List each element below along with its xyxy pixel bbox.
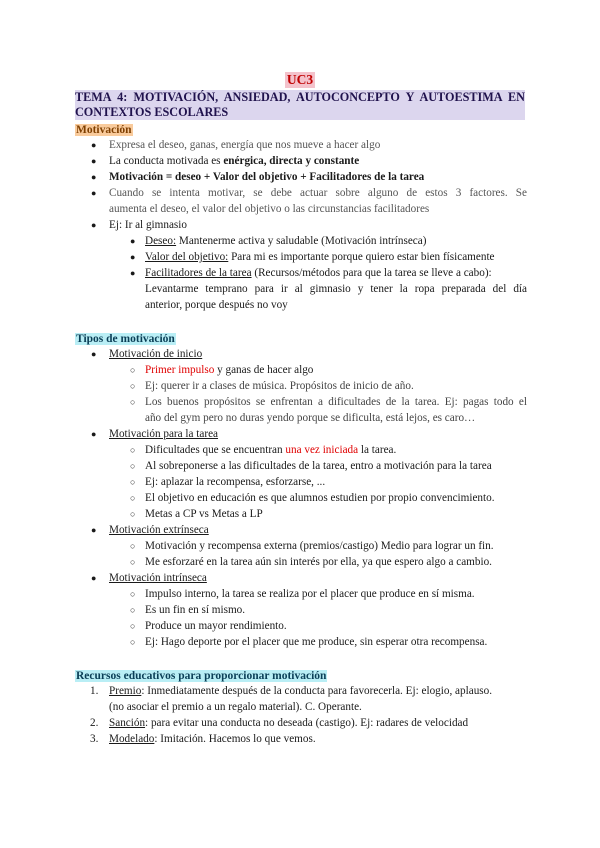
hollow-bullet-icon: ○: [130, 381, 136, 391]
sub-item: Ej: Hago deporte por el placer que me produce, sin esperar otra recompensa.: [145, 636, 488, 648]
section-heading-tipos: Tipos de motivación: [76, 333, 175, 345]
sub-item-continuation: anterior, porque después no voy: [145, 299, 288, 311]
list-item-continuation: aumenta el deseo, el valor del objetivo o las circunstancias facilitadores: [109, 203, 430, 215]
sub-item-facilitadores: Facilitadores de la tarea (Recursos/métodos para que la tarea se lleve a cabo):: [145, 267, 492, 279]
sub-item: El objetivo en educación es que alumnos estudien por propio convencimiento.: [145, 492, 495, 504]
resource-item-continuation: (no asociar el premio a un regalo material). C. Operante.: [109, 701, 362, 713]
topic-title: TEMA 4: MOTIVACIÓN, ANSIEDAD, AUTOCONCEPTO Y AUTOESTIMA EN CONTEXTOS ESCOLARES: [75, 90, 525, 119]
sub-item-deseo: Deseo: Mantenerme activa y saludable (Motivación intrínseca): [145, 235, 427, 247]
resource-item-sancion: Sanción: para evitar una conducta no deseada (castigo). Ej: radares de velocidad: [109, 717, 469, 729]
sub-item: Ej: aplazar la recompensa, esforzarse, ...: [145, 476, 326, 488]
bullet-icon: ●: [130, 236, 136, 246]
bullet-icon: ●: [130, 268, 136, 278]
sub-item-continuation: Levantarme temprano para ir al gimnasio y tener la ropa preparada del día: [145, 283, 527, 295]
sub-item: Metas a CP vs Metas a LP: [145, 508, 263, 520]
list-number: 2.: [90, 717, 99, 729]
sub-item: Me esforzaré en la tarea aún sin interés por ella, ya que espero algo a cambio.: [145, 556, 492, 568]
hollow-bullet-icon: ○: [130, 445, 136, 455]
type-intrinseca: Motivación intrínseca: [109, 572, 207, 584]
hollow-bullet-icon: ○: [130, 621, 136, 631]
hollow-bullet-icon: ○: [130, 397, 136, 407]
sub-item: Motivación y recompensa externa (premios/castigo) Medio para lograr un fin.: [145, 540, 494, 552]
hollow-bullet-icon: ○: [130, 509, 136, 519]
motivation-formula: Motivación = deseo + Valor del objetivo + Facilitadores de la tarea: [109, 171, 425, 183]
section-heading-recursos: Recursos educativos para proporcionar motivación: [76, 670, 327, 682]
hollow-bullet-icon: ○: [130, 461, 136, 471]
resource-item-premio: Premio: Inmediatamente después de la conducta para favorecerla. Ej: elogio, aplauso.: [109, 685, 493, 697]
bullet-icon: ●: [91, 156, 97, 166]
type-inicio: Motivación de inicio: [109, 348, 203, 360]
list-number: 1.: [90, 685, 99, 697]
hollow-bullet-icon: ○: [130, 477, 136, 487]
sub-item: Ej: querer ir a clases de música. Propósitos de inicio de año.: [145, 380, 414, 392]
sub-item: Primer impulso y ganas de hacer algo: [145, 364, 314, 376]
bullet-icon: ●: [91, 525, 97, 535]
hollow-bullet-icon: ○: [130, 637, 136, 647]
hollow-bullet-icon: ○: [130, 557, 136, 567]
sub-item: Al sobreponerse a las dificultades de la tarea, entro a motivación para la tarea: [145, 460, 492, 472]
list-item: La conducta motivada es enérgica, directa y constante: [109, 155, 360, 167]
sub-item: Produce un mayor rendimiento.: [145, 620, 287, 632]
bullet-icon: ●: [130, 252, 136, 262]
hollow-bullet-icon: ○: [130, 541, 136, 551]
hollow-bullet-icon: ○: [130, 365, 136, 375]
bullet-icon: ●: [91, 349, 97, 359]
bullet-icon: ●: [91, 140, 97, 150]
bullet-icon: ●: [91, 220, 97, 230]
type-tarea: Motivación para la tarea: [109, 428, 219, 440]
sub-item-continuation: año del gym pero no duras yendo porque se dificulta, está lejos, es caro…: [145, 412, 476, 424]
resource-item-modelado: Modelado: Imitación. Hacemos lo que vemos.: [109, 733, 316, 745]
hollow-bullet-icon: ○: [130, 589, 136, 599]
sub-item: Impulso interno, la tarea se realiza por el placer que produce en sí misma.: [145, 588, 475, 600]
bullet-icon: ●: [91, 573, 97, 583]
bullet-icon: ●: [91, 188, 97, 198]
list-number: 3.: [90, 733, 99, 745]
section-heading-motivacion: Motivación: [76, 124, 132, 136]
bullet-icon: ●: [91, 429, 97, 439]
list-item: Cuando se intenta motivar, se debe actuar sobre alguno de estos 3 factores. Se: [109, 187, 527, 199]
sub-item: Los buenos propósitos se enfrentan a dificultades de la tarea. Ej: pagas todo el: [145, 396, 527, 408]
list-item: Expresa el deseo, ganas, energía que nos mueve a hacer algo: [109, 139, 381, 151]
hollow-bullet-icon: ○: [130, 605, 136, 615]
list-item: Ej: Ir al gimnasio: [109, 219, 187, 231]
sub-item-valor: Valor del objetivo: Para mi es importante porque quiero estar bien físicamente: [145, 251, 495, 263]
sub-item: Dificultades que se encuentran una vez iniciada la tarea.: [145, 444, 397, 456]
hollow-bullet-icon: ○: [130, 493, 136, 503]
type-extrinseca: Motivación extrínseca: [109, 524, 209, 536]
sub-item: Es un fin en sí mismo.: [145, 604, 246, 616]
bullet-icon: ●: [91, 172, 97, 182]
unit-title: UC3: [286, 72, 314, 87]
